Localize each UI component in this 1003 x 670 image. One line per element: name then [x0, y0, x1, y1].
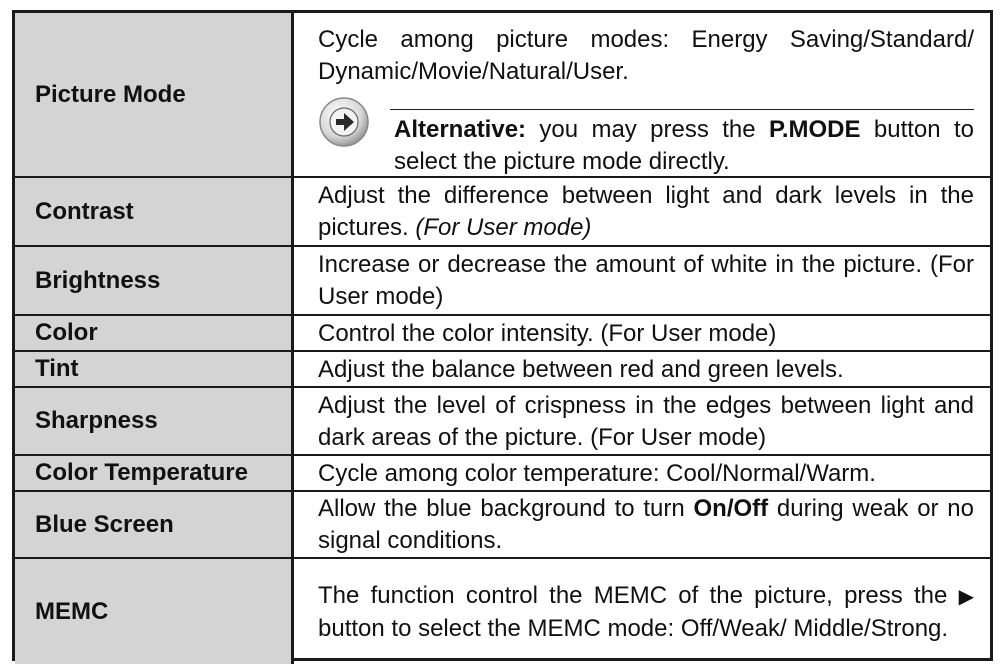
note-post: button to select the picture mode directly.	[394, 116, 974, 175]
note-text	[394, 114, 974, 178]
row-label-tint: Tint	[15, 352, 294, 388]
row-desc-brightness	[294, 247, 990, 316]
row-desc-color-temperature	[294, 456, 990, 492]
note-pre: you may press the	[526, 116, 769, 143]
row-label-brightness: Brightness	[15, 247, 294, 316]
row-desc-sharpness	[294, 388, 990, 456]
desc-pre: Allow the blue background to turn	[318, 495, 694, 522]
desc-text: Adjust the level of crispness in the edges between light and dark areas of the picture. (For User mode)	[318, 391, 974, 451]
arrow-right-circle-icon	[318, 96, 370, 148]
desc-pre: The function control the MEMC of the picture, press the	[318, 581, 959, 609]
row-desc-color	[294, 316, 990, 352]
desc-text: Control the color intensity. (For User mode)	[318, 319, 777, 347]
row-label-sharpness: Sharpness	[15, 388, 294, 456]
desc-text: Adjust the difference between light and dark levels in the pictures.	[318, 182, 974, 241]
note-divider	[390, 109, 974, 110]
desc-post: button to select the MEMC mode: Off/Weak/ Middle/Strong.	[318, 614, 949, 642]
row-desc-picture-mode	[294, 13, 990, 178]
play-arrow-icon: ▶	[958, 585, 974, 608]
note-bold: Alternative:	[394, 116, 527, 143]
settings-table	[12, 10, 993, 661]
note-key: P.MODE	[768, 116, 861, 143]
desc-text: Cycle among picture modes: Energy Saving/Standard/ Dynamic/Movie/Natural/User.	[318, 26, 974, 85]
row-label-blue-screen: Blue Screen	[15, 492, 294, 559]
desc-bold: On/Off	[693, 495, 769, 522]
desc-post: during weak or no signal conditions.	[318, 495, 974, 554]
row-desc-contrast	[294, 178, 990, 247]
row-desc-blue-screen	[294, 492, 990, 559]
row-label-color: Color	[15, 316, 294, 352]
row-label-color-temperature: Color Temperature	[15, 456, 294, 492]
desc-text: Cycle among color temperature: Cool/Normal/Warm.	[318, 459, 876, 487]
desc-italic: (For User mode)	[415, 214, 592, 241]
desc-text: Adjust the balance between red and green levels.	[318, 355, 844, 383]
row-label-contrast: Contrast	[15, 178, 294, 247]
desc-text: Increase or decrease the amount of white in the picture. (For User mode)	[318, 251, 974, 310]
row-label-memc: MEMC	[15, 559, 294, 664]
row-desc-tint	[294, 352, 990, 388]
alternative-note	[318, 94, 974, 175]
row-desc-memc	[294, 559, 990, 664]
row-label-picture-mode: Picture Mode	[15, 13, 294, 178]
